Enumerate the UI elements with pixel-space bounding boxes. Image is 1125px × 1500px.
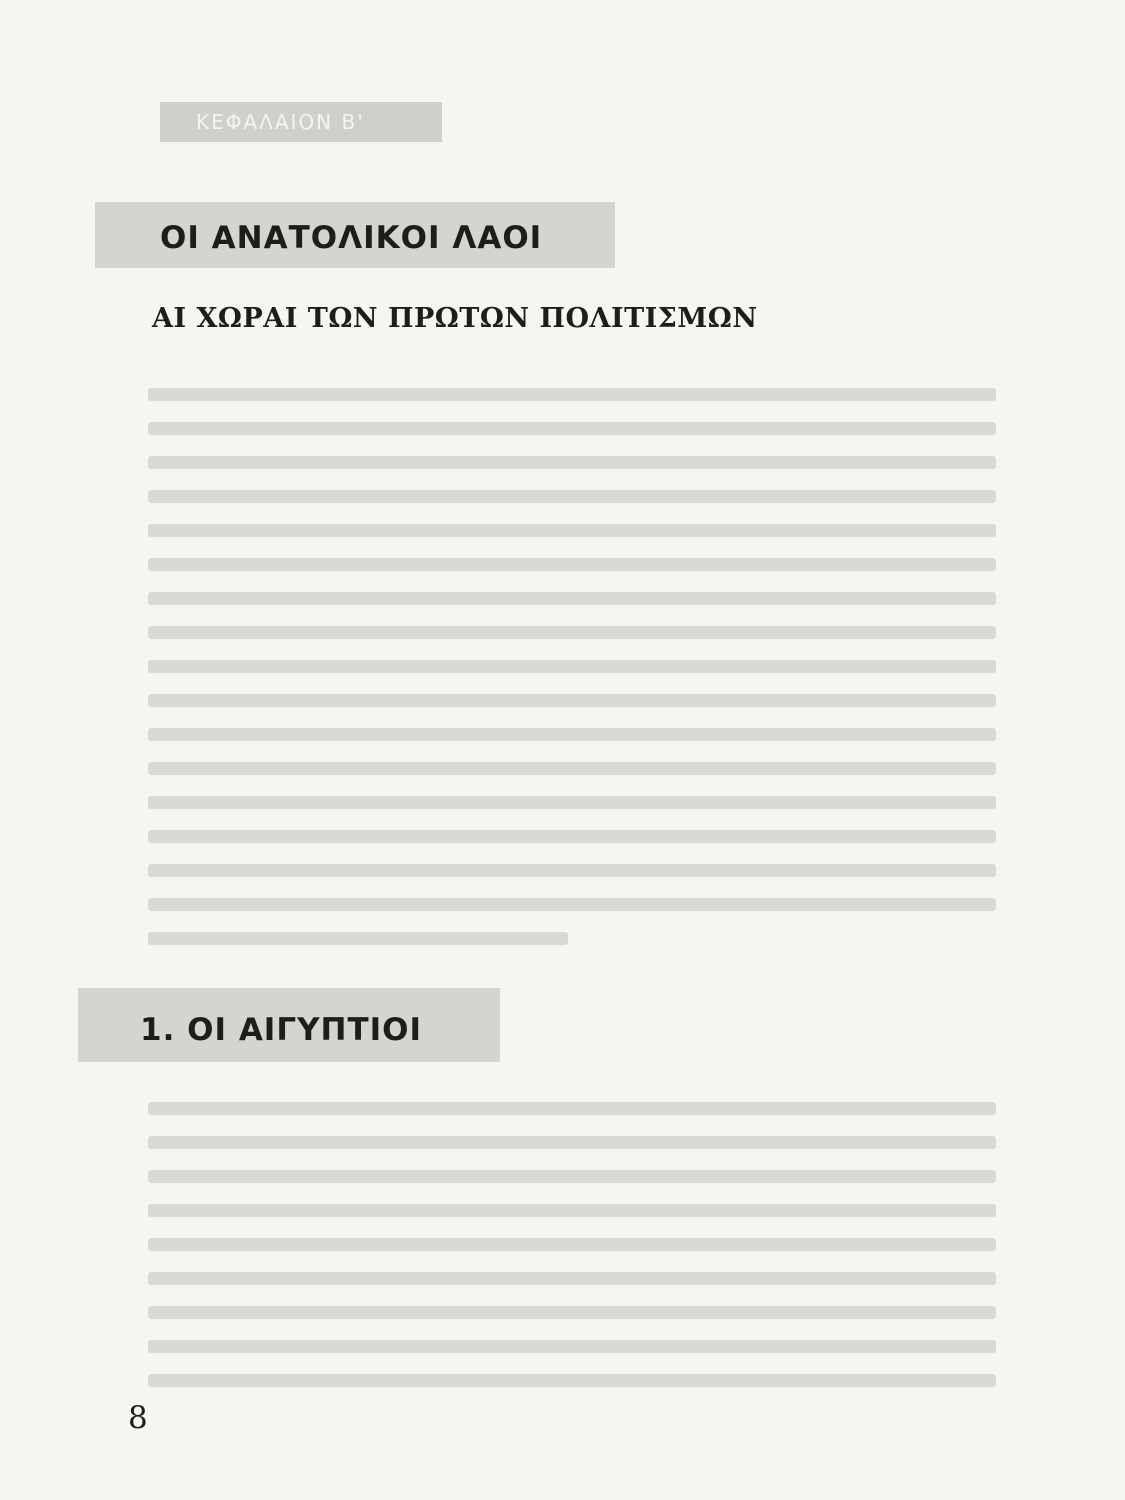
text-line-placeholder: [148, 1170, 996, 1183]
text-line-placeholder: [148, 898, 996, 911]
text-line-placeholder: [148, 490, 996, 503]
text-line-placeholder: [148, 728, 996, 741]
text-line-placeholder: [148, 626, 996, 639]
text-line-placeholder: [148, 456, 996, 469]
chapter-label: ΚΕΦΑΛΑΙΟΝ Β': [196, 110, 365, 134]
text-line-placeholder: [148, 762, 996, 775]
page-number: 8: [128, 1400, 148, 1436]
text-line-placeholder: [148, 524, 996, 537]
text-line-placeholder: [148, 1102, 996, 1115]
text-line-placeholder: [148, 660, 996, 673]
text-line-placeholder: [148, 864, 996, 877]
text-line-placeholder: [148, 1238, 996, 1251]
text-line-placeholder: [148, 558, 996, 571]
text-line-placeholder: [148, 388, 996, 401]
text-line-placeholder: [148, 592, 996, 605]
subtitle: ΑΙ ΧΩΡΑΙ ΤΩΝ ΠΡΩΤΩΝ ΠΟΛΙΤΙΣΜΩΝ: [152, 303, 758, 334]
text-line-placeholder: [148, 796, 996, 809]
text-line-placeholder: [148, 1340, 996, 1353]
page-title: ΟΙ ΑΝΑΤΟΛΙΚΟΙ ΛΑΟΙ: [160, 220, 543, 256]
text-line-placeholder: [148, 1306, 996, 1319]
text-line-placeholder: [148, 694, 996, 707]
text-line-placeholder: [148, 1136, 996, 1149]
text-line-placeholder: [148, 1272, 996, 1285]
text-line-placeholder: [148, 1374, 996, 1387]
text-line-placeholder: [148, 932, 568, 945]
section-title: 1. ΟΙ ΑΙΓΥΠΤΙΟΙ: [140, 1012, 423, 1048]
text-line-placeholder: [148, 422, 996, 435]
text-line-placeholder: [148, 830, 996, 843]
text-line-placeholder: [148, 1204, 996, 1217]
